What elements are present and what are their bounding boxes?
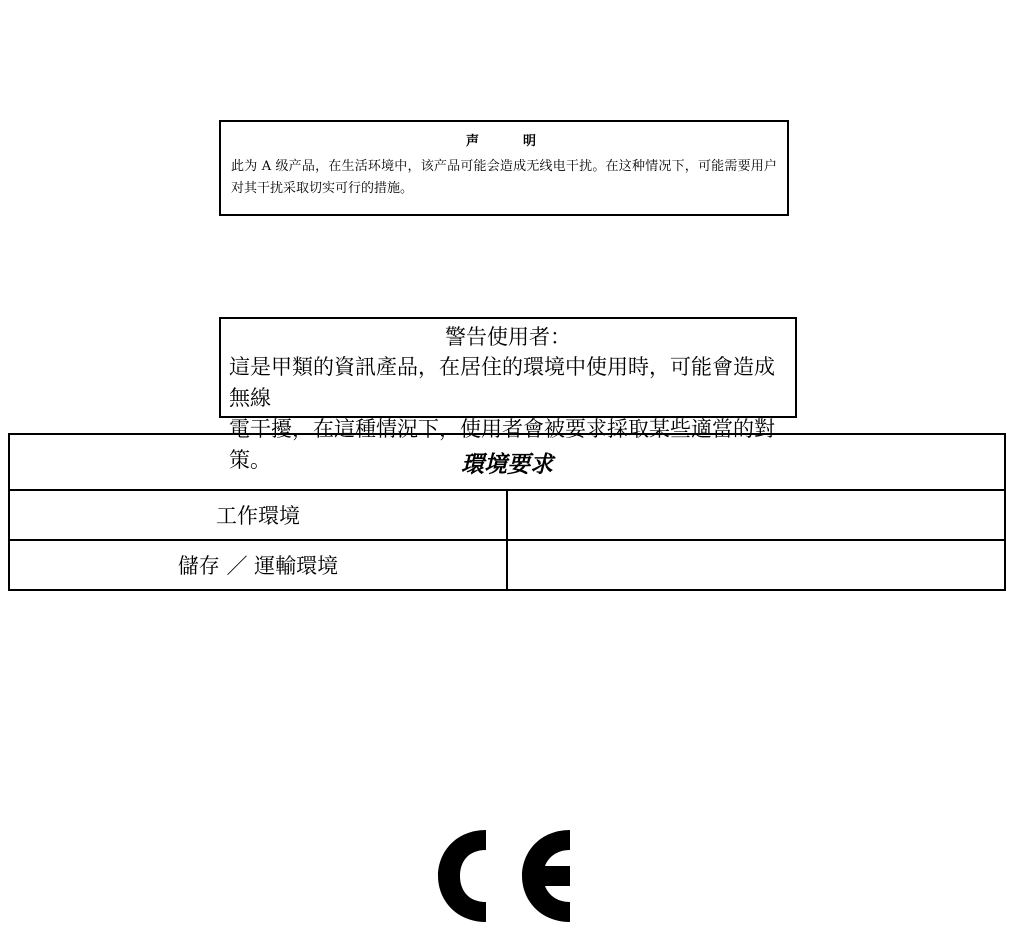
environment-table (8, 433, 1006, 591)
table-row (9, 490, 1005, 540)
environment-table-header: 環境要求 (9, 434, 1005, 490)
declaration-box (219, 120, 789, 216)
operating-environment-value (507, 490, 1005, 540)
storage-transport-environment-label: 儲存 ／ 運輸環境 (9, 540, 507, 590)
table-row-header (9, 434, 1005, 490)
warning-line-2: 電干擾，在這種情況下，使用者會被要求採取某些適當的對策。 (229, 417, 775, 472)
warning-title: 警告使用者： (445, 325, 571, 349)
declaration-body: 此为 A 级产品，在生活环境中，该产品可能会造成无线电干扰。在这种情况下，可能需要用户对其干扰采取切实可行的措施。 (231, 159, 777, 196)
ce-mark-icon (420, 820, 610, 930)
operating-environment-label: 工作環境 (9, 490, 507, 540)
table-row (9, 540, 1005, 590)
declaration-title: 声 明 (465, 134, 542, 149)
storage-transport-environment-value (507, 540, 1005, 590)
warning-line-1: 這是甲類的資訊產品，在居住的環境中使用時，可能會造成無線 (229, 355, 775, 410)
